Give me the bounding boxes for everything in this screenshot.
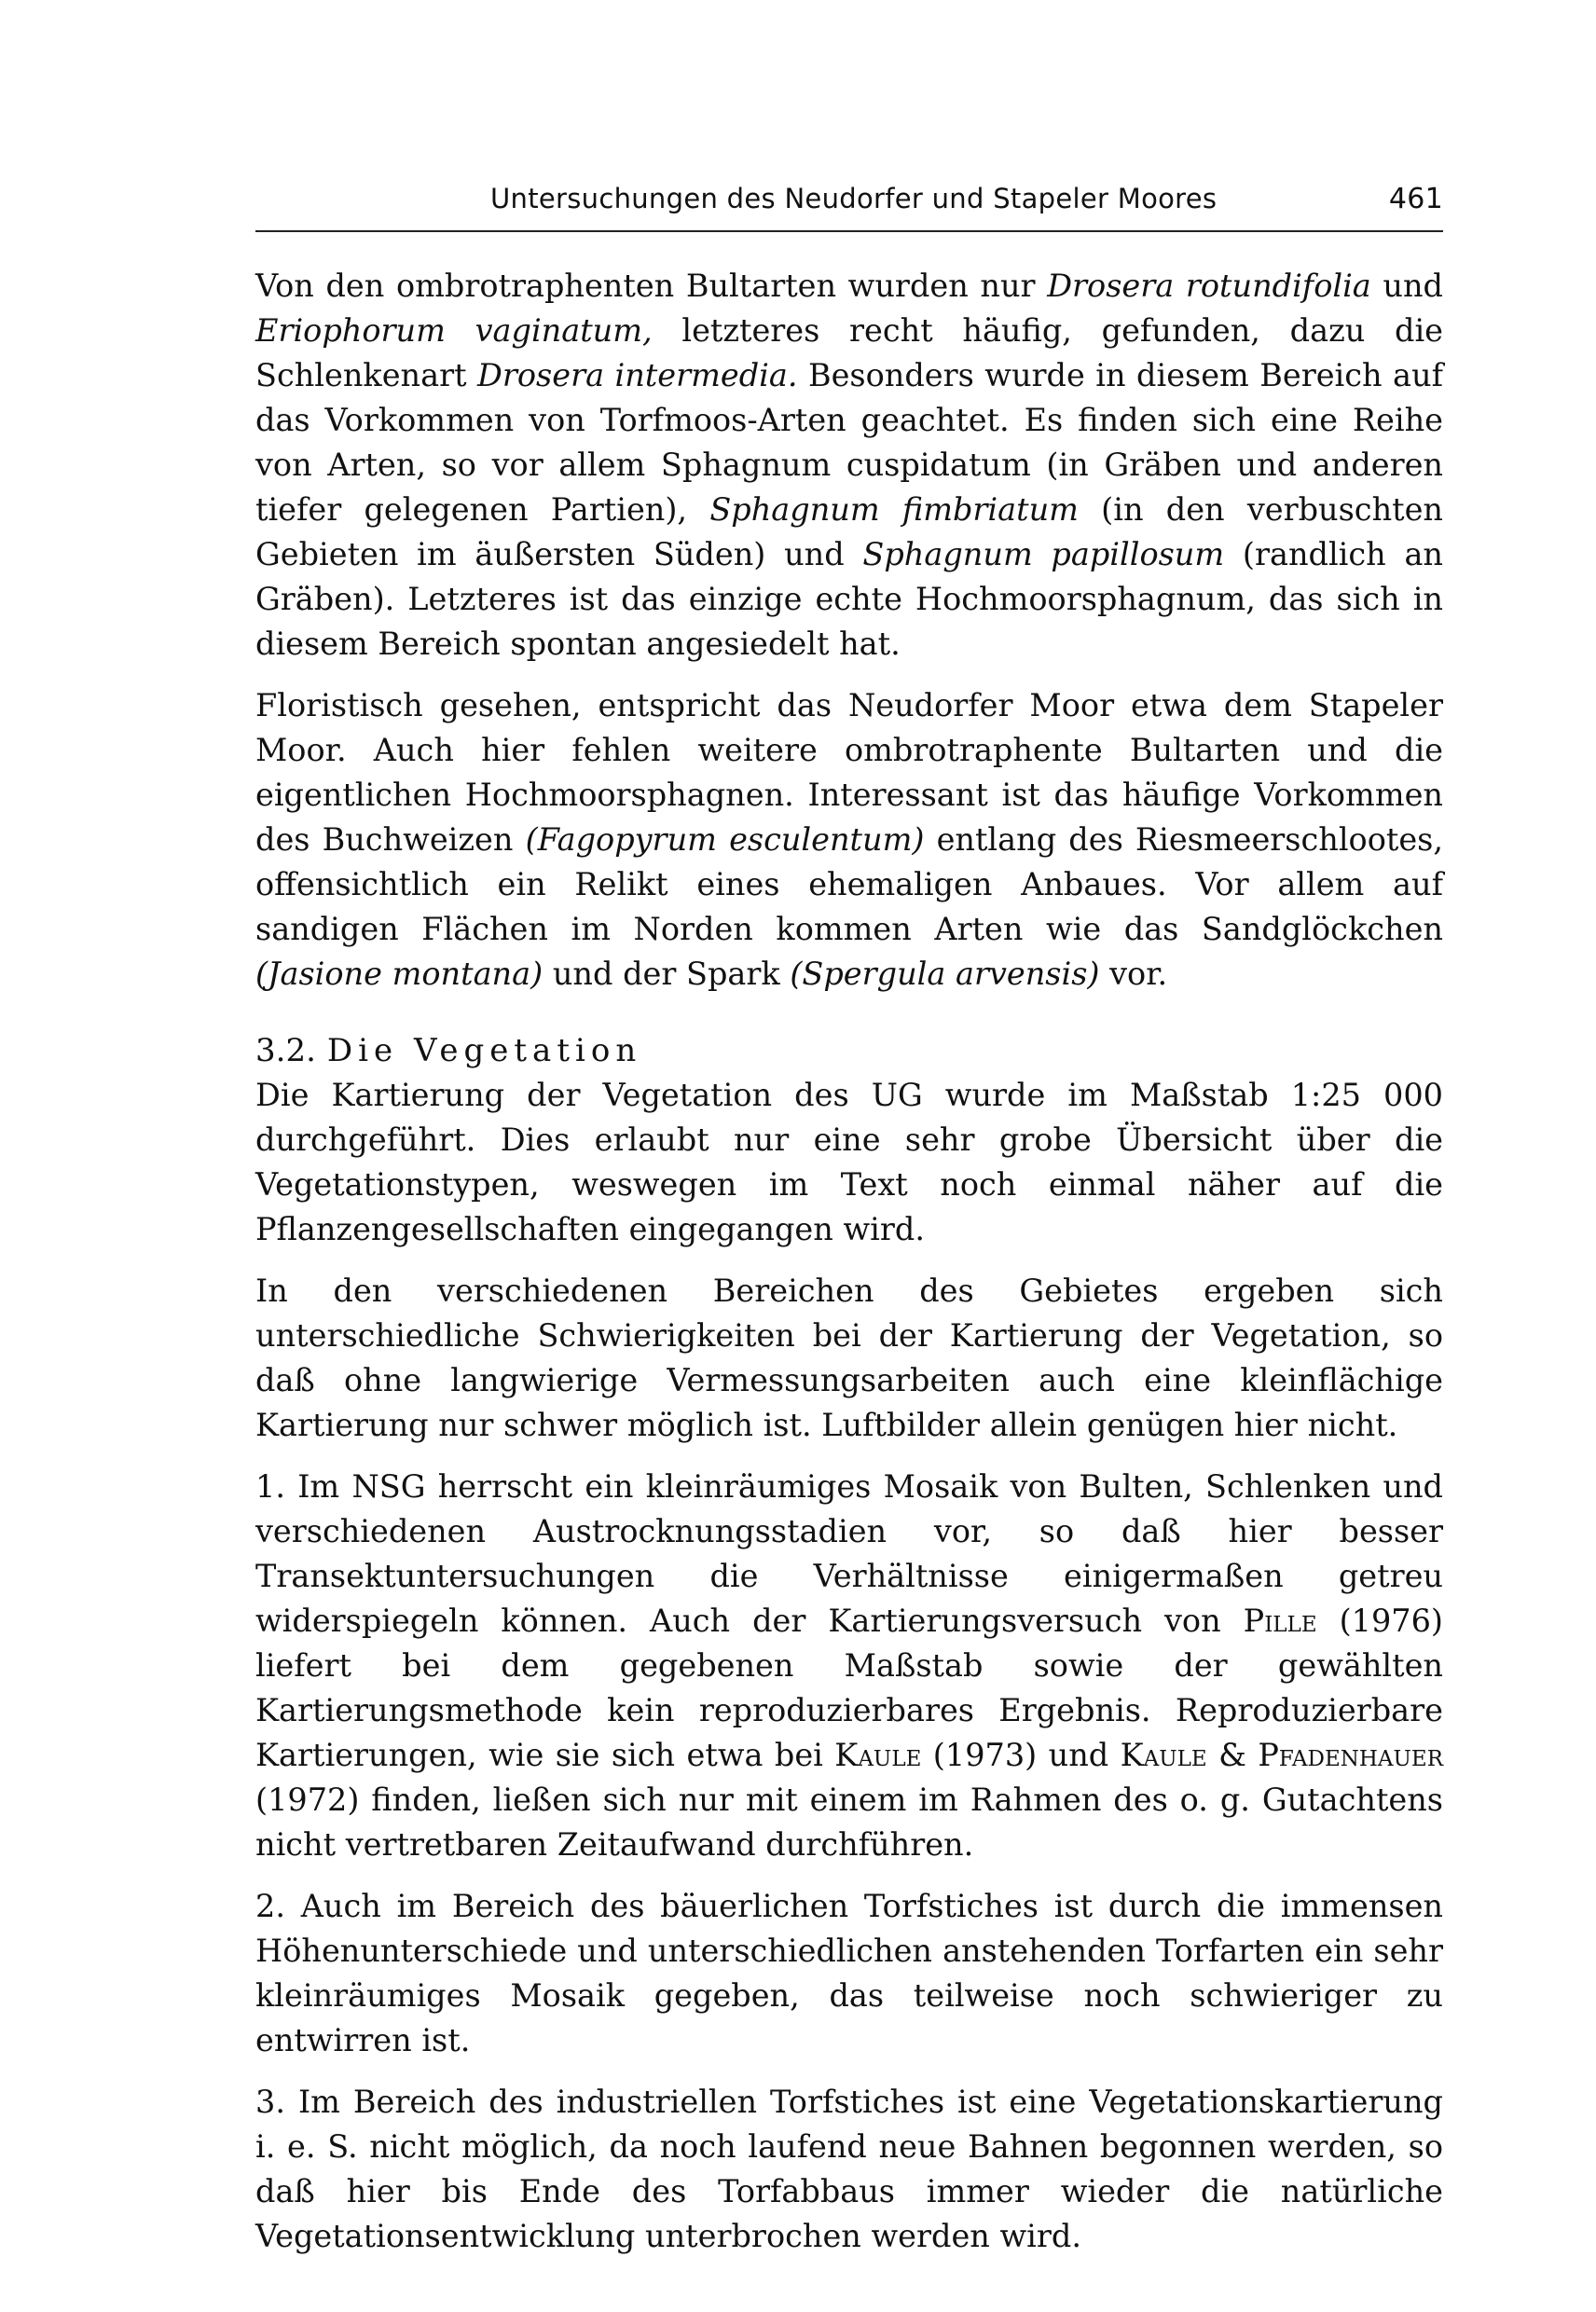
species-name: (Spergula arvensis) <box>790 956 1100 992</box>
paragraph-2-text-3: und der Spark <box>543 956 791 992</box>
page <box>255 183 1443 2259</box>
paragraph-4: In den verschiedenen Bereichen des Gebietes ergeben sich unterschiedliche Schwierigkeiten bei der Kartierung der Vegetation, so daß ohne langwierige Vermessungsarbeiten auch eine kleinflächige Kartierung nur schwer möglich ist. Luftbilder allein genügen hier nicht. <box>255 1273 1443 1443</box>
species-name: Drosera rotundifolia <box>1047 268 1371 304</box>
author-name: Kaule <box>1120 1737 1207 1773</box>
author-name: Pille <box>1243 1603 1317 1639</box>
paragraph-1-text-5: (in den verbuschten Gebieten im äußersten Süden) und <box>255 491 1444 572</box>
paragraph-2-text-4: vor. <box>1099 956 1168 992</box>
species-name: Drosera intermedia. <box>477 357 798 393</box>
running-head <box>255 183 1443 232</box>
section-title: Die Vegetation <box>326 1032 642 1069</box>
paragraph-5-text-2: (1976) liefert bei dem gegebenen Maßstab sowie der gewählten Kartierungsmethode kein reproduzierbares Ergebnis. Reproduzierbare Kartierungen, wie sie sich etwa bei <box>255 1603 1443 1773</box>
paragraph-2 <box>255 683 1443 997</box>
species-name: (Fagopyrum esculentum) <box>525 821 925 858</box>
paragraph-1-text-4: Besonders wurde in diesem Bereich auf das Vorkommen von Torfmoos-Arten geachtet. Es finden sich eine Reihe von Arten, so vor allem Sphagnum cuspidatum (in Gräben und anderen tiefer gelegenen Partien), <box>255 357 1444 528</box>
section-number: 3.2. <box>255 1032 316 1069</box>
paragraph-2-text-2: entlang des Riesmeerschlootes, offensichtlich ein Relikt eines ehemaligen Anbaues. Vor allem auf sandigen Flächen im Norden kommen Arten wie das Sandglöckchen <box>255 821 1443 947</box>
paragraph-3: Die Kartierung der Vegetation des UG wurde im Maßstab 1:25 000 durchgeführt. Dies erlaubt nur eine sehr grobe Übersicht über die Vegetationstypen, weswegen im Text noch einmal näher auf die Pflanzengesellschaften eingegangen wird. <box>255 1077 1443 1247</box>
paragraph-2-text-1: Floristisch gesehen, entspricht das Neudorfer Moor etwa dem Stapeler Moor. Auch hier fehlen weitere ombrotraphente Bultarten und die eigentlichen Hochmoorsphagnen. Interessant ist das häufige Vorkommen des Buchweizen <box>255 687 1443 858</box>
page-number: 461 <box>1388 183 1443 215</box>
body-text <box>255 264 1443 2259</box>
paragraph-1-text-2: und <box>1370 268 1443 304</box>
paragraph-5-text-5: (1972) finden, ließen sich nur mit einem im Rahmen des o. g. Gutachtens nicht vertretbaren Zeitaufwand durchführen. <box>255 1782 1443 1863</box>
paragraph-1-text-3: letzteres recht häufig, gefunden, dazu die Schlenkenart <box>255 312 1443 393</box>
paragraph-5-text-3: (1973) und <box>921 1737 1121 1773</box>
species-name: Eriophorum vaginatum, <box>255 312 653 349</box>
species-name: (Jasione montana) <box>255 956 543 992</box>
paragraph-6: 2. Auch im Bereich des bäuerlichen Torfstiches ist durch die immensen Höhenunterschiede und unterschiedlichen anstehenden Torfarten ein sehr kleinräumiges Mosaik gegeben, das teilweise noch schwieriger zu entwirren ist. <box>255 1888 1443 2058</box>
paragraph-5 <box>255 1465 1443 1867</box>
paragraph-1-text-6: (randlich an Gräben). Letzteres ist das einzige echte Hochmoorsphagnum, das sich in diesem Bereich spontan angesiedelt hat. <box>255 536 1443 662</box>
running-head-title: Untersuchungen des Neudorfer und Stapeler Moores <box>490 183 1218 214</box>
author-name: Kaule <box>834 1737 922 1773</box>
section-heading <box>255 1028 1443 1073</box>
species-name: Sphagnum fimbriatum <box>709 491 1079 528</box>
paragraph-5-text-1: 1. Im NSG herrscht ein kleinräumiges Mosaik von Bulten, Schlenken und verschiedenen Austrocknungsstadien vor, so daß hier besser Transektuntersuchungen die Verhältnisse einigermaßen getreu widerspiegeln können. Auch der Kartierungsversuch von <box>255 1468 1443 1639</box>
paragraph-7: 3. Im Bereich des industriellen Torfstiches ist eine Vegetationskartierung i. e. S. nicht möglich, da noch laufend neue Bahnen begonnen werden, so daß hier bis Ende des Torfabbaus immer wieder die natürliche Vegetationsentwicklung unterbrochen werden wird. <box>255 2084 1443 2254</box>
paragraph-1 <box>255 264 1443 667</box>
author-name: Pfadenhauer <box>1258 1737 1444 1773</box>
paragraph-5-text-4: & <box>1206 1737 1259 1773</box>
species-name: Sphagnum papillosum <box>862 536 1225 572</box>
paragraph-1-text-1: Von den ombrotraphenten Bultarten wurden nur <box>255 268 1048 304</box>
